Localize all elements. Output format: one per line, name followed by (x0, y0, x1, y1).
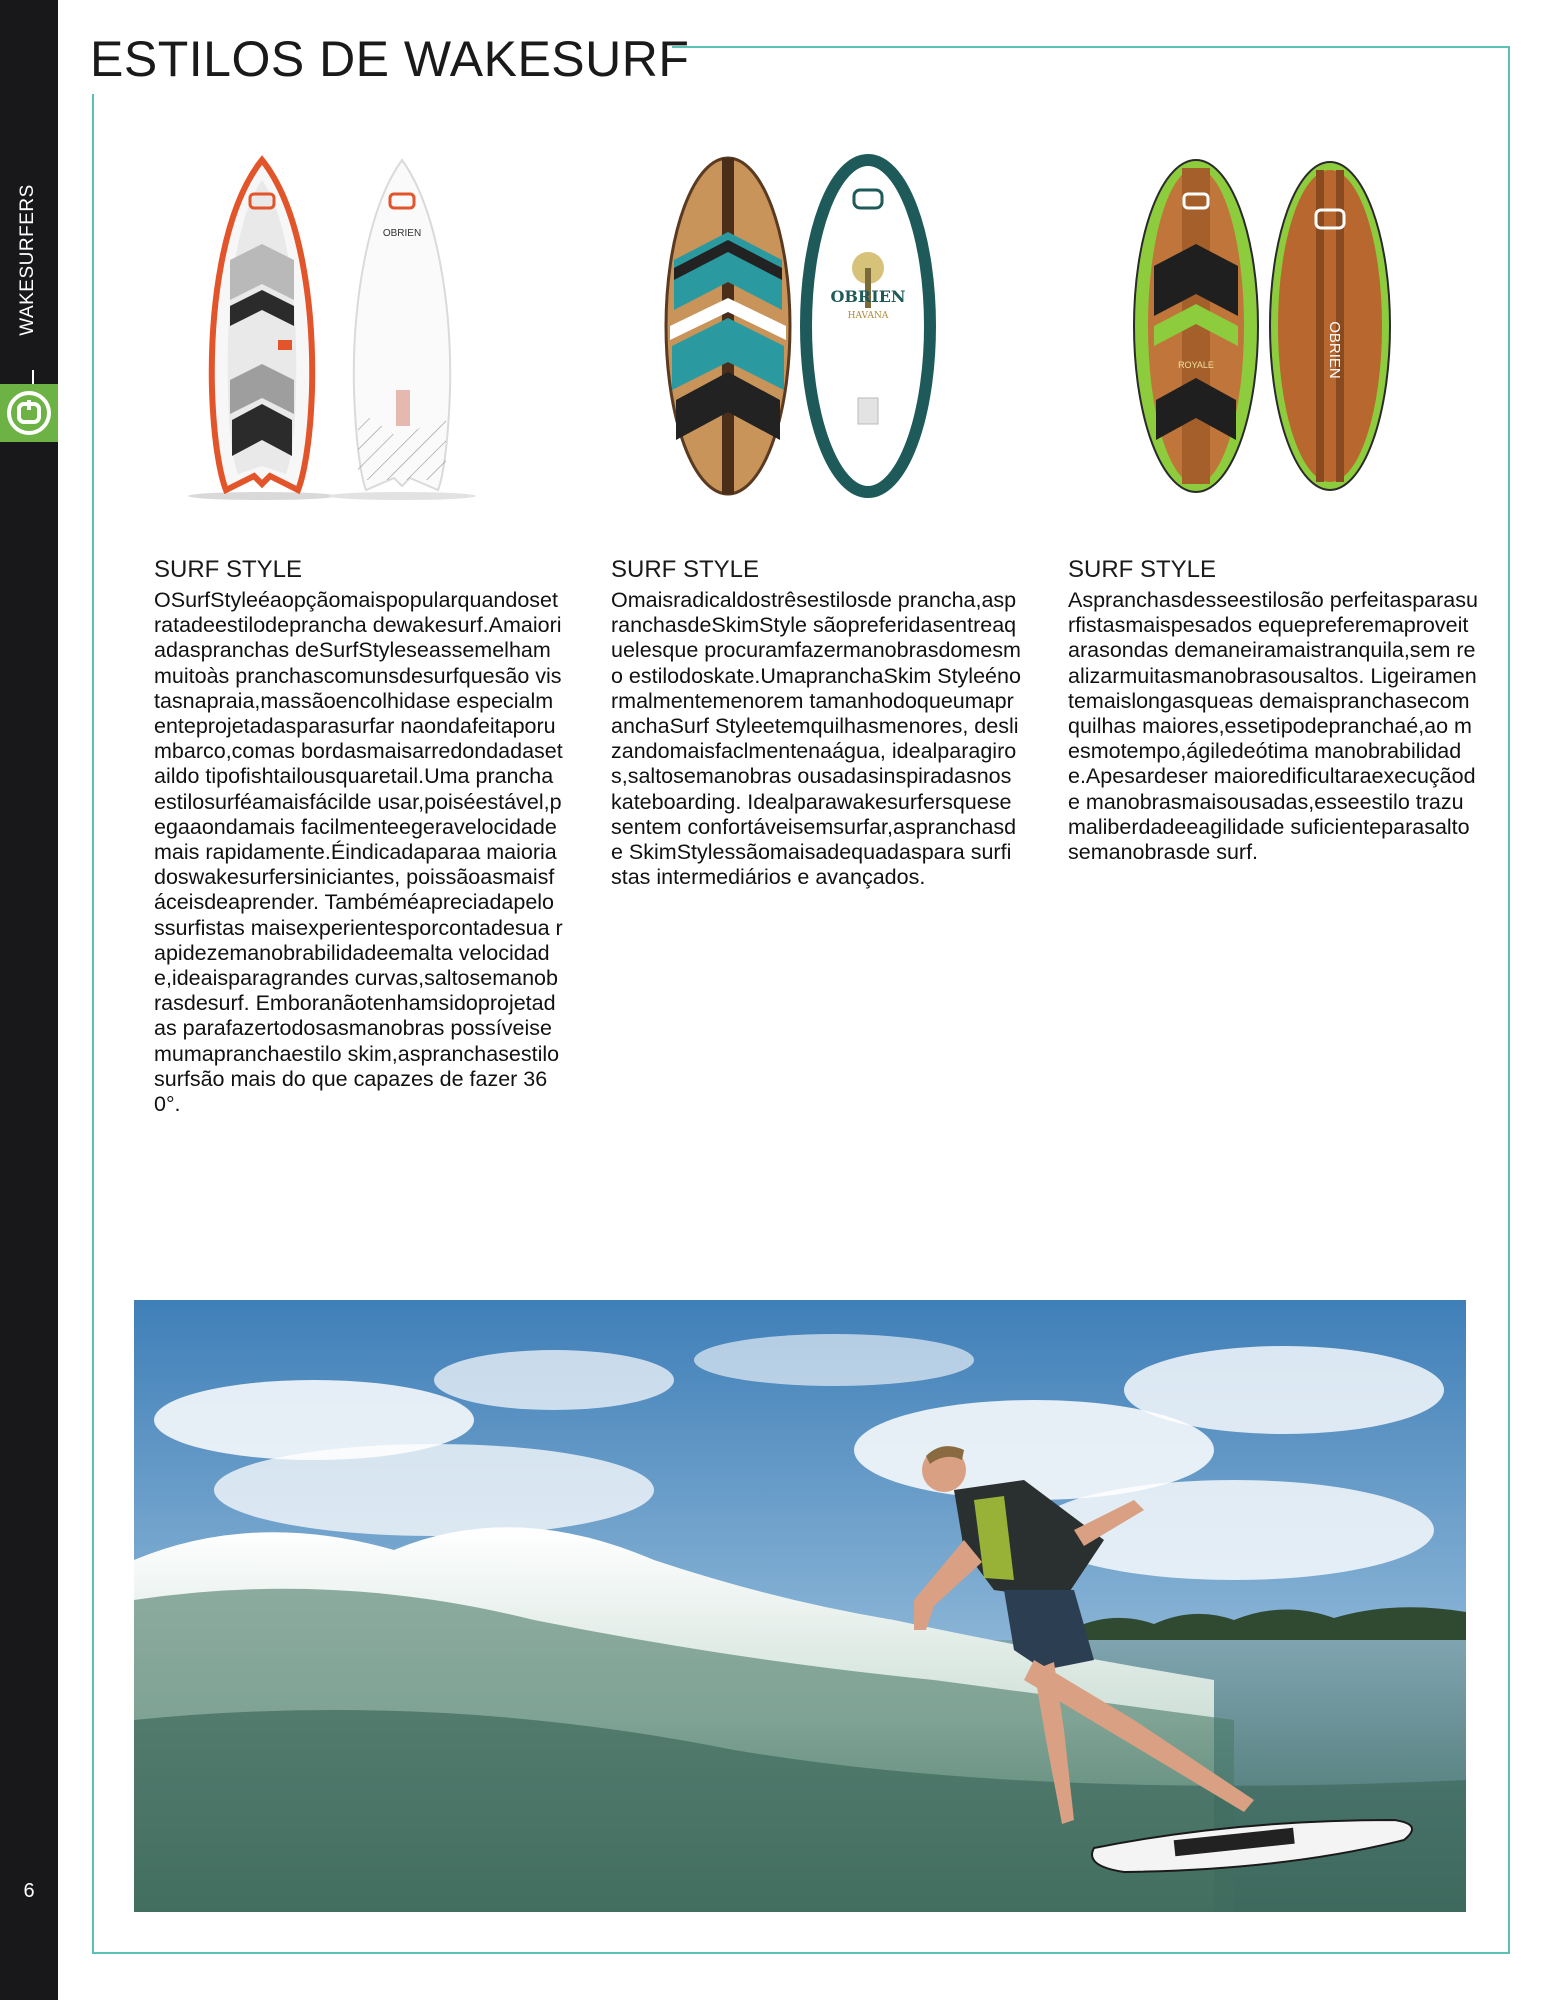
board-2-model-text: HAVANA (847, 311, 889, 321)
page-number: 6 (23, 1880, 35, 1902)
board-3-brand-text: OBRIEN (1326, 321, 1343, 379)
text-column-surf-style (154, 556, 564, 1117)
column-2-heading: SURF STYLE (611, 556, 760, 583)
section-label-text: WAKESURFERS (17, 184, 38, 336)
surfboard-pair-2-illustration (646, 150, 946, 502)
brand-logo (0, 384, 58, 442)
section-label (8, 184, 48, 336)
brand-logo-icon (4, 388, 54, 438)
board-image-skim-style (646, 150, 946, 502)
page-title: ESTILOS DE WAKESURF (90, 31, 690, 87)
wakesurfer-photo (134, 1300, 1466, 1912)
column-3-heading: SURF STYLE (1068, 556, 1217, 583)
column-1-body: OSurfStyleéaopçãomaispopularquandosetratadeestilodeprancha dewakesurf.Amaioriadaspranchas deSurfStyleseassemelhammuitoàs pranchascomunsdesurfquesão vistasnapraia,massãoencolhidase especialmenteprojetadasparasurfar naondafeitaporumbarco,comas bordasmaisarredondadasetaildo tipofishtailousquaretail.Uma pranchaestilosurféamaisfácilde usar,poiséestável,pegaaondamais facilmenteegeravelocidademais rapidamente.Éindicadaparaa maioriadoswakesurfersiniciantes, poissãoasmaisfáceisdeaprender. Tambéméapreciadapelossurfistas maisexperientesporcontadesua rapidezemanobrabilidadeemalta velocidade,ideaisparagrandes curvas,saltosemanobrasdesurf. Emboranãotenhamsidoprojetadas parafazertodosasmanobras possíveisemumapranchaestilo skim,aspranchasestilosurfsão mais do que capazes de fazer 360°. (154, 588, 563, 1117)
text-column-cruiser-style (1068, 556, 1478, 865)
board-image-surf-style (182, 150, 502, 502)
column-1-heading: SURF STYLE (154, 556, 303, 583)
surfboard-pair-1-illustration (182, 150, 502, 502)
board-2-brand-text: OBRIEN (830, 287, 906, 306)
board-3-model-text: ROYALE (1178, 360, 1214, 370)
wakesurfer-photo-illustration (134, 1300, 1466, 1912)
column-2-body: Omaisradicaldostrêsestilosde prancha,aspranchasdeSkimStyle sãopreferidasentreaquelesque procuramfazermanobrasdomesmo estilodoskate.UmapranchaSkim Styleénormalmentemenorem tamanhodoqueumapranchaSurf Styleetemquilhasmenores, deslizandomaisfaclmentenaágua, idealparagiros,saltosemanobras ousadasinspiradasnoskateboarding. Idealparawakesurfersquesesentem confortáveisemsurfar,aspranchasde SkimStylessãomaisadequadaspara surfistas intermediários e avançados. (611, 588, 1021, 890)
column-3-body: Aspranchasdesseestilosão perfeitasparasurfistasmaispesados equepreferemaproveitarasondas demaneiramaistranquila,sem realizarmuitasmanobrasousaltos. Ligeiramentemaislongasqueas demaispranchasecomquilhas maiores,essetipodepranchaé,ao mesmotempo,ágiledeótima manobrabilidade.Apesardeser maioredificultaraexecuçãode manobrasmaisousadas,esseestilo trazumaliberdadeeagilidade suficienteparasaltosemanobrasde surf. (1068, 588, 1478, 865)
board-image-cruiser-style (1110, 150, 1410, 502)
sidebar (0, 0, 58, 2000)
surfboard-pair-3-illustration (1110, 150, 1410, 502)
text-column-skim-style (611, 556, 1021, 890)
board-1-logo-text: OBRIEN (382, 228, 422, 239)
